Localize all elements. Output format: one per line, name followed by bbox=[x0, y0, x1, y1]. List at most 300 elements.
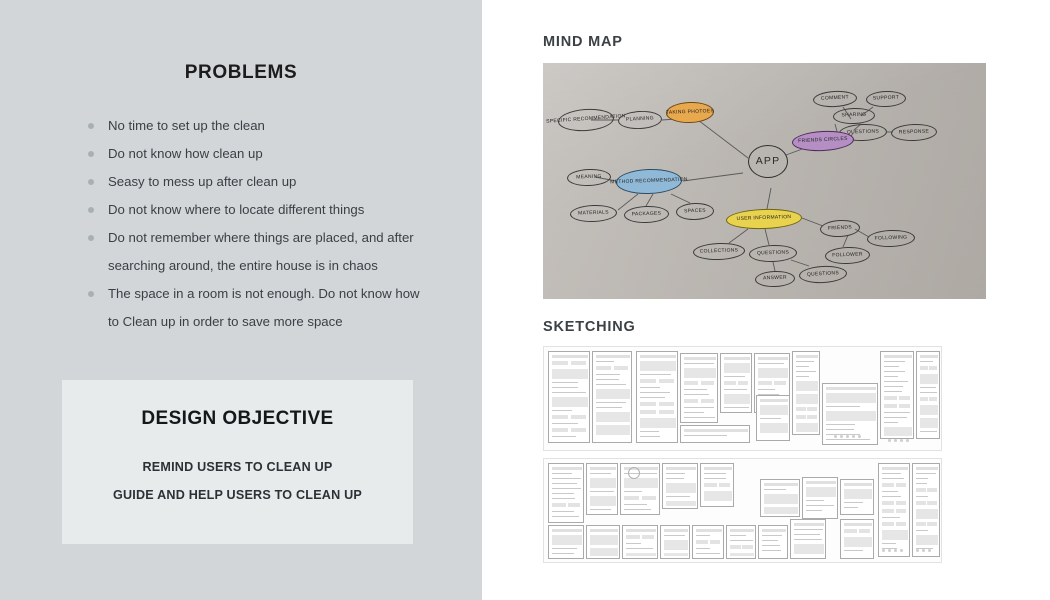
sketch-detail bbox=[920, 366, 928, 370]
sketch-detail bbox=[552, 361, 568, 365]
mindmap-node: PACKAGES bbox=[624, 205, 670, 224]
list-item bbox=[88, 168, 428, 196]
sketch-detail bbox=[882, 517, 900, 518]
sketch-detail bbox=[826, 429, 854, 430]
mindmap-node: SPACES bbox=[676, 202, 715, 220]
sketch-frame bbox=[692, 525, 724, 559]
sketch-detail bbox=[884, 361, 905, 362]
sketch-detail bbox=[571, 361, 586, 365]
sketch-detail bbox=[590, 467, 616, 470]
mindmap-node: MEANING bbox=[567, 168, 612, 187]
sketch-detail bbox=[596, 389, 630, 399]
sketch-detail bbox=[724, 357, 750, 360]
sketch-detail bbox=[552, 535, 582, 545]
sketch-detail bbox=[884, 422, 898, 423]
sketch-detail bbox=[920, 374, 938, 384]
sketch-detail bbox=[826, 387, 876, 390]
sketch-detail bbox=[704, 478, 726, 479]
sketch-detail bbox=[920, 387, 936, 388]
sketch-detail bbox=[724, 407, 749, 408]
sketch-detail bbox=[552, 498, 575, 499]
mindmap-node: RESPONSE bbox=[891, 123, 938, 142]
sketch-detail bbox=[596, 374, 620, 375]
sketch-detail bbox=[758, 363, 784, 364]
sketch-detail bbox=[684, 429, 748, 432]
sketch-detail bbox=[896, 483, 907, 487]
mindmap-section-title: MIND MAP bbox=[543, 34, 623, 50]
sketch-detail bbox=[624, 491, 642, 492]
sketch-detail bbox=[796, 376, 809, 377]
sketch-detail bbox=[884, 355, 912, 358]
sketch-detail bbox=[796, 381, 818, 391]
sketch-detail bbox=[596, 379, 619, 380]
sketch-detail bbox=[738, 381, 749, 385]
sketch-detail bbox=[552, 516, 579, 517]
sketch-frame bbox=[700, 463, 734, 507]
sketch-detail bbox=[640, 431, 659, 432]
sketch-frame bbox=[878, 463, 910, 557]
sketch-detail bbox=[596, 402, 626, 403]
sketch-detail bbox=[626, 548, 653, 549]
sketch-detail bbox=[684, 381, 698, 385]
sketch-detail bbox=[796, 366, 809, 367]
sketch-detail bbox=[704, 473, 726, 474]
design-objective-title: DESIGN OBJECTIVE bbox=[141, 408, 334, 429]
sketch-detail bbox=[571, 415, 586, 419]
sketch-frame bbox=[880, 351, 914, 439]
sketch-detail bbox=[590, 478, 616, 488]
sketch-detail bbox=[774, 381, 787, 385]
sketch-detail bbox=[730, 553, 754, 556]
sketch-detail bbox=[684, 363, 714, 364]
sketch-detail bbox=[552, 503, 566, 507]
sketch-detail bbox=[762, 529, 786, 532]
sketch-detail bbox=[624, 496, 639, 500]
sketch-detail bbox=[900, 439, 903, 442]
sketch-detail bbox=[704, 491, 732, 501]
sketch-frame bbox=[622, 525, 658, 559]
sketch-detail bbox=[762, 550, 781, 551]
sketch-detail bbox=[624, 504, 647, 505]
sketch-detail bbox=[666, 473, 685, 474]
sketch-detail bbox=[640, 397, 665, 398]
sketch-frame bbox=[548, 463, 584, 523]
sketch-detail bbox=[684, 389, 707, 390]
sketch-detail bbox=[916, 473, 936, 474]
sketch-detail bbox=[640, 379, 656, 383]
sketch-detail bbox=[826, 411, 876, 421]
sketch-detail bbox=[730, 545, 741, 549]
sketch-frame bbox=[620, 463, 660, 515]
sketch-detail bbox=[596, 355, 630, 358]
sketch-detail bbox=[590, 473, 611, 474]
sketch-detail bbox=[760, 423, 788, 433]
sketch-detail bbox=[762, 545, 780, 546]
sketch-detail bbox=[826, 393, 876, 403]
sketch-detail bbox=[920, 418, 938, 428]
sketch-detail bbox=[626, 535, 640, 539]
sketch-detail bbox=[760, 405, 788, 415]
sketch-detail bbox=[552, 553, 574, 554]
sketch-detail bbox=[552, 415, 568, 419]
sketch-detail bbox=[844, 507, 858, 508]
sketch-detail bbox=[844, 550, 863, 551]
sketch-detail bbox=[590, 491, 614, 492]
sketch-detail bbox=[640, 410, 656, 414]
sketch-frame bbox=[760, 479, 800, 517]
sketch-detail bbox=[807, 415, 816, 419]
sketch-detail bbox=[696, 529, 722, 532]
sketch-detail bbox=[806, 500, 824, 501]
sketch-detail bbox=[884, 371, 905, 372]
sketch-detail bbox=[916, 530, 928, 531]
sketch-detail bbox=[704, 483, 717, 487]
sketch-detail bbox=[806, 481, 836, 484]
sketch-detail bbox=[724, 376, 745, 377]
sketching-section-title: SKETCHING bbox=[543, 319, 636, 335]
sketch-frame bbox=[840, 519, 874, 559]
right-panel bbox=[482, 0, 1050, 600]
sketch-detail bbox=[590, 529, 618, 532]
sketch-detail bbox=[659, 410, 674, 414]
sketch-detail bbox=[596, 366, 611, 370]
problem-text: Do not know how clean up bbox=[108, 146, 263, 161]
sketch-detail bbox=[724, 381, 736, 385]
sketch-detail bbox=[807, 407, 816, 411]
sketch-detail bbox=[888, 549, 891, 552]
sketch-detail bbox=[552, 369, 588, 379]
sketch-detail bbox=[916, 488, 926, 492]
sketch-detail bbox=[684, 407, 714, 408]
list-item bbox=[88, 280, 428, 336]
sketch-frame bbox=[548, 525, 584, 559]
sketch-frame bbox=[720, 353, 752, 413]
sketch-frame bbox=[840, 479, 874, 515]
sketch-detail bbox=[719, 483, 731, 487]
sketch-detail bbox=[896, 509, 907, 513]
sketch-detail bbox=[844, 523, 872, 526]
bullet-icon bbox=[88, 291, 94, 297]
sketch-detail bbox=[764, 483, 798, 486]
mindmap-node: FRIENDS CIRCLES bbox=[792, 129, 855, 152]
sketch-detail bbox=[724, 394, 750, 404]
sketch-frame bbox=[758, 525, 788, 559]
sketch-detail bbox=[826, 439, 870, 440]
sketch-detail bbox=[758, 389, 775, 390]
list-item bbox=[88, 140, 428, 168]
sketch-detail bbox=[684, 417, 715, 418]
sketch-detail bbox=[742, 545, 752, 549]
sketch-detail bbox=[590, 535, 618, 545]
sketch-detail bbox=[826, 434, 860, 435]
sketch-detail bbox=[666, 483, 696, 493]
sketch-detail bbox=[552, 410, 572, 411]
sketch-detail bbox=[762, 535, 782, 536]
sketch-detail bbox=[568, 503, 581, 507]
sketch-detail bbox=[758, 368, 788, 378]
sketch-detail bbox=[796, 371, 816, 372]
sketch-detail bbox=[724, 363, 750, 373]
sketch-detail bbox=[664, 540, 688, 550]
sketch-detail bbox=[642, 496, 656, 500]
sketch-detail bbox=[834, 435, 837, 438]
sketch-detail bbox=[730, 540, 753, 541]
mindmap-node: QUESTIONS bbox=[749, 244, 798, 263]
mindmap-node: METHOD RECOMMENDATION bbox=[616, 168, 683, 195]
sketch-detail bbox=[882, 509, 894, 513]
sketch-detail bbox=[840, 435, 843, 438]
bullet-icon bbox=[88, 235, 94, 241]
sketch-detail bbox=[659, 402, 674, 406]
sketch-detail bbox=[896, 522, 907, 526]
sketch-frame bbox=[912, 463, 940, 557]
sketch-detail bbox=[806, 505, 834, 506]
sketch-detail bbox=[684, 399, 698, 403]
sketch-detail bbox=[684, 357, 716, 360]
mindmap-node: COLLECTIONS bbox=[693, 242, 746, 261]
sketch-detail bbox=[882, 501, 894, 505]
sketch-detail bbox=[794, 523, 824, 526]
sketch-detail bbox=[596, 384, 626, 385]
sketch-detail bbox=[884, 404, 897, 408]
sketch-detail bbox=[552, 511, 574, 512]
sketch-detail bbox=[906, 439, 909, 442]
sketch-frame bbox=[548, 351, 590, 443]
sketch-detail bbox=[596, 425, 630, 435]
sketch-detail bbox=[884, 366, 899, 367]
sketch-detail bbox=[916, 535, 938, 545]
sketch-detail bbox=[920, 392, 937, 393]
sketch-detail bbox=[596, 361, 614, 362]
bullet-icon bbox=[88, 123, 94, 129]
mindmap-image bbox=[543, 63, 986, 299]
sketch-detail bbox=[927, 522, 936, 526]
sketch-detail bbox=[640, 355, 676, 358]
sketch-detail bbox=[764, 507, 798, 514]
sketch-detail bbox=[552, 428, 568, 432]
sketch-detail bbox=[684, 412, 704, 413]
sketch-detail bbox=[852, 435, 855, 438]
sketch-frame bbox=[586, 463, 618, 515]
sketch-detail bbox=[844, 529, 857, 533]
sketch-detail bbox=[552, 382, 578, 383]
mindmap-node: SPECIFIC RECOMMENDATION bbox=[557, 107, 614, 133]
sketch-detail bbox=[696, 553, 720, 554]
sketch-detail bbox=[796, 415, 806, 419]
sketch-detail bbox=[590, 509, 611, 510]
sketch-detail bbox=[666, 478, 684, 479]
sketch-detail bbox=[640, 436, 660, 437]
sketch-detail bbox=[552, 392, 586, 393]
sketch-detail bbox=[922, 549, 925, 552]
sketch-detail bbox=[552, 387, 578, 388]
sketch-detail bbox=[796, 394, 818, 404]
sketch-detail bbox=[659, 379, 674, 383]
sketch-frame bbox=[756, 395, 790, 441]
sketch-detail bbox=[796, 355, 818, 358]
sketch-detail bbox=[552, 548, 577, 549]
mindmap-node: TAKING PHOTOES bbox=[666, 101, 715, 124]
sketch-detail bbox=[882, 491, 898, 492]
sketch-frame bbox=[726, 525, 756, 559]
sketch-detail bbox=[596, 412, 630, 422]
sketch-frame bbox=[680, 425, 750, 443]
sketch-frame bbox=[662, 463, 698, 509]
sketch-sheet-top bbox=[543, 346, 942, 451]
sketch-detail bbox=[640, 374, 671, 375]
sketch-detail bbox=[640, 387, 660, 388]
sketch-detail bbox=[762, 540, 778, 541]
sketch-frame bbox=[822, 383, 878, 445]
mindmap-node: FOLLOWING bbox=[867, 229, 916, 248]
sketch-detail bbox=[882, 549, 885, 552]
sketch-detail bbox=[884, 396, 897, 400]
sketch-detail bbox=[764, 494, 798, 504]
sketch-detail bbox=[806, 510, 822, 511]
sketch-detail bbox=[596, 407, 622, 408]
sketch-detail bbox=[916, 522, 926, 526]
problem-text: Do not know where to locate different things bbox=[108, 202, 365, 217]
sketch-detail bbox=[628, 467, 640, 479]
sketch-detail bbox=[900, 549, 903, 552]
sketch-detail bbox=[896, 501, 907, 505]
sketching-image bbox=[543, 346, 943, 566]
sketch-detail bbox=[626, 543, 641, 544]
sketch-detail bbox=[624, 478, 658, 488]
mindmap-node: QUESTIONS bbox=[839, 123, 888, 142]
sketch-detail bbox=[552, 397, 588, 407]
sketch-detail bbox=[882, 522, 894, 526]
sketch-detail bbox=[928, 549, 931, 552]
sketch-detail bbox=[920, 397, 928, 401]
sketch-detail bbox=[552, 473, 572, 474]
sketch-detail bbox=[806, 487, 836, 497]
mindmap-node: FRIENDS bbox=[820, 219, 861, 238]
problems-title: PROBLEMS bbox=[184, 62, 298, 83]
problems-list bbox=[88, 112, 428, 336]
sketch-detail bbox=[888, 439, 891, 442]
sketch-detail bbox=[882, 483, 894, 487]
mindmap-node: QUESTIONS bbox=[799, 265, 848, 284]
sketch-detail bbox=[884, 412, 910, 413]
sketch-detail bbox=[684, 435, 727, 436]
sketch-detail bbox=[882, 496, 901, 497]
sketch-detail bbox=[794, 539, 822, 540]
sketch-detail bbox=[590, 548, 618, 556]
sketch-detail bbox=[701, 399, 714, 403]
sketch-detail bbox=[640, 402, 656, 406]
sketch-sheet-bottom bbox=[543, 458, 942, 563]
sketch-detail bbox=[920, 405, 938, 415]
mindmap-node: USER INFORMATION bbox=[726, 208, 803, 231]
sketch-detail bbox=[882, 543, 896, 544]
sketch-detail bbox=[758, 357, 788, 360]
sketch-detail bbox=[884, 427, 912, 436]
sketch-frame bbox=[916, 351, 940, 439]
sketch-detail bbox=[859, 529, 871, 533]
sketch-detail bbox=[552, 436, 576, 437]
mindmap-node: SHARING bbox=[833, 107, 876, 124]
sketch-detail bbox=[552, 488, 581, 489]
bullet-icon bbox=[88, 151, 94, 157]
sketch-detail bbox=[882, 478, 904, 479]
problem-text: No time to set up the clean bbox=[108, 118, 265, 133]
design-objective-card bbox=[62, 380, 413, 544]
design-objective-line-1: REMIND USERS TO CLEAN UP bbox=[142, 460, 333, 474]
sketch-detail bbox=[884, 376, 898, 377]
sketch-detail bbox=[929, 366, 937, 370]
sketch-detail bbox=[794, 529, 823, 530]
sketch-detail bbox=[571, 428, 586, 432]
mindmap-node: PLANNING bbox=[618, 110, 663, 130]
problem-text: The space in a room is not enough. Do not know how to Clean up in order to save more space bbox=[108, 286, 420, 329]
mindmap-node-app: APP bbox=[748, 145, 788, 178]
sketch-detail bbox=[724, 389, 747, 390]
sketch-detail bbox=[796, 423, 818, 432]
sketch-detail bbox=[882, 530, 908, 540]
sketch-detail bbox=[796, 361, 814, 362]
sketch-detail bbox=[696, 535, 710, 536]
sketch-frame bbox=[636, 351, 678, 443]
sketch-detail bbox=[684, 368, 716, 378]
sketch-detail bbox=[640, 418, 676, 428]
sketch-frame bbox=[586, 525, 620, 559]
mindmap-node: ANSWER bbox=[755, 270, 796, 287]
sketch-detail bbox=[894, 549, 897, 552]
mindmap-node: FOLLOWER bbox=[825, 246, 871, 265]
sketch-frame bbox=[660, 525, 690, 559]
sketch-detail bbox=[916, 501, 926, 505]
sketch-detail bbox=[884, 391, 902, 392]
sketch-detail bbox=[826, 406, 860, 407]
sketch-detail bbox=[666, 501, 696, 506]
sketch-detail bbox=[710, 540, 721, 544]
list-item bbox=[88, 112, 428, 140]
sketch-detail bbox=[552, 355, 588, 358]
sketch-detail bbox=[882, 473, 901, 474]
mindmap-node: SUPPORT bbox=[866, 90, 907, 107]
sketch-detail bbox=[664, 553, 688, 556]
sketch-detail bbox=[626, 553, 656, 556]
bullet-icon bbox=[88, 179, 94, 185]
design-objective-line-2: GUIDE AND HELP USERS TO CLEAN UP bbox=[113, 488, 362, 502]
problem-text: Seasy to mess up after clean up bbox=[108, 174, 297, 189]
sketch-detail bbox=[684, 394, 709, 395]
sketch-detail bbox=[614, 366, 628, 370]
sketch-detail bbox=[666, 467, 696, 470]
sketch-detail bbox=[730, 529, 754, 532]
problem-text: Do not remember where things are placed, and after searching around, the entire house is in chaos bbox=[108, 230, 414, 273]
sketch-detail bbox=[916, 496, 928, 497]
sketch-detail bbox=[916, 509, 938, 519]
sketch-detail bbox=[899, 396, 911, 400]
sketch-detail bbox=[884, 417, 907, 418]
sketch-detail bbox=[920, 431, 937, 432]
bullet-icon bbox=[88, 207, 94, 213]
sketch-frame bbox=[680, 353, 718, 423]
sketch-detail bbox=[844, 537, 872, 547]
sketch-detail bbox=[696, 548, 710, 549]
sketch-detail bbox=[664, 535, 685, 536]
sketch-detail bbox=[626, 529, 656, 532]
sketch-detail bbox=[844, 502, 863, 503]
sketch-detail bbox=[884, 381, 908, 382]
sketch-detail bbox=[640, 361, 676, 371]
sketch-detail bbox=[794, 544, 824, 554]
sketch-detail bbox=[552, 483, 577, 484]
sketch-detail bbox=[640, 392, 670, 393]
left-panel bbox=[0, 0, 482, 600]
